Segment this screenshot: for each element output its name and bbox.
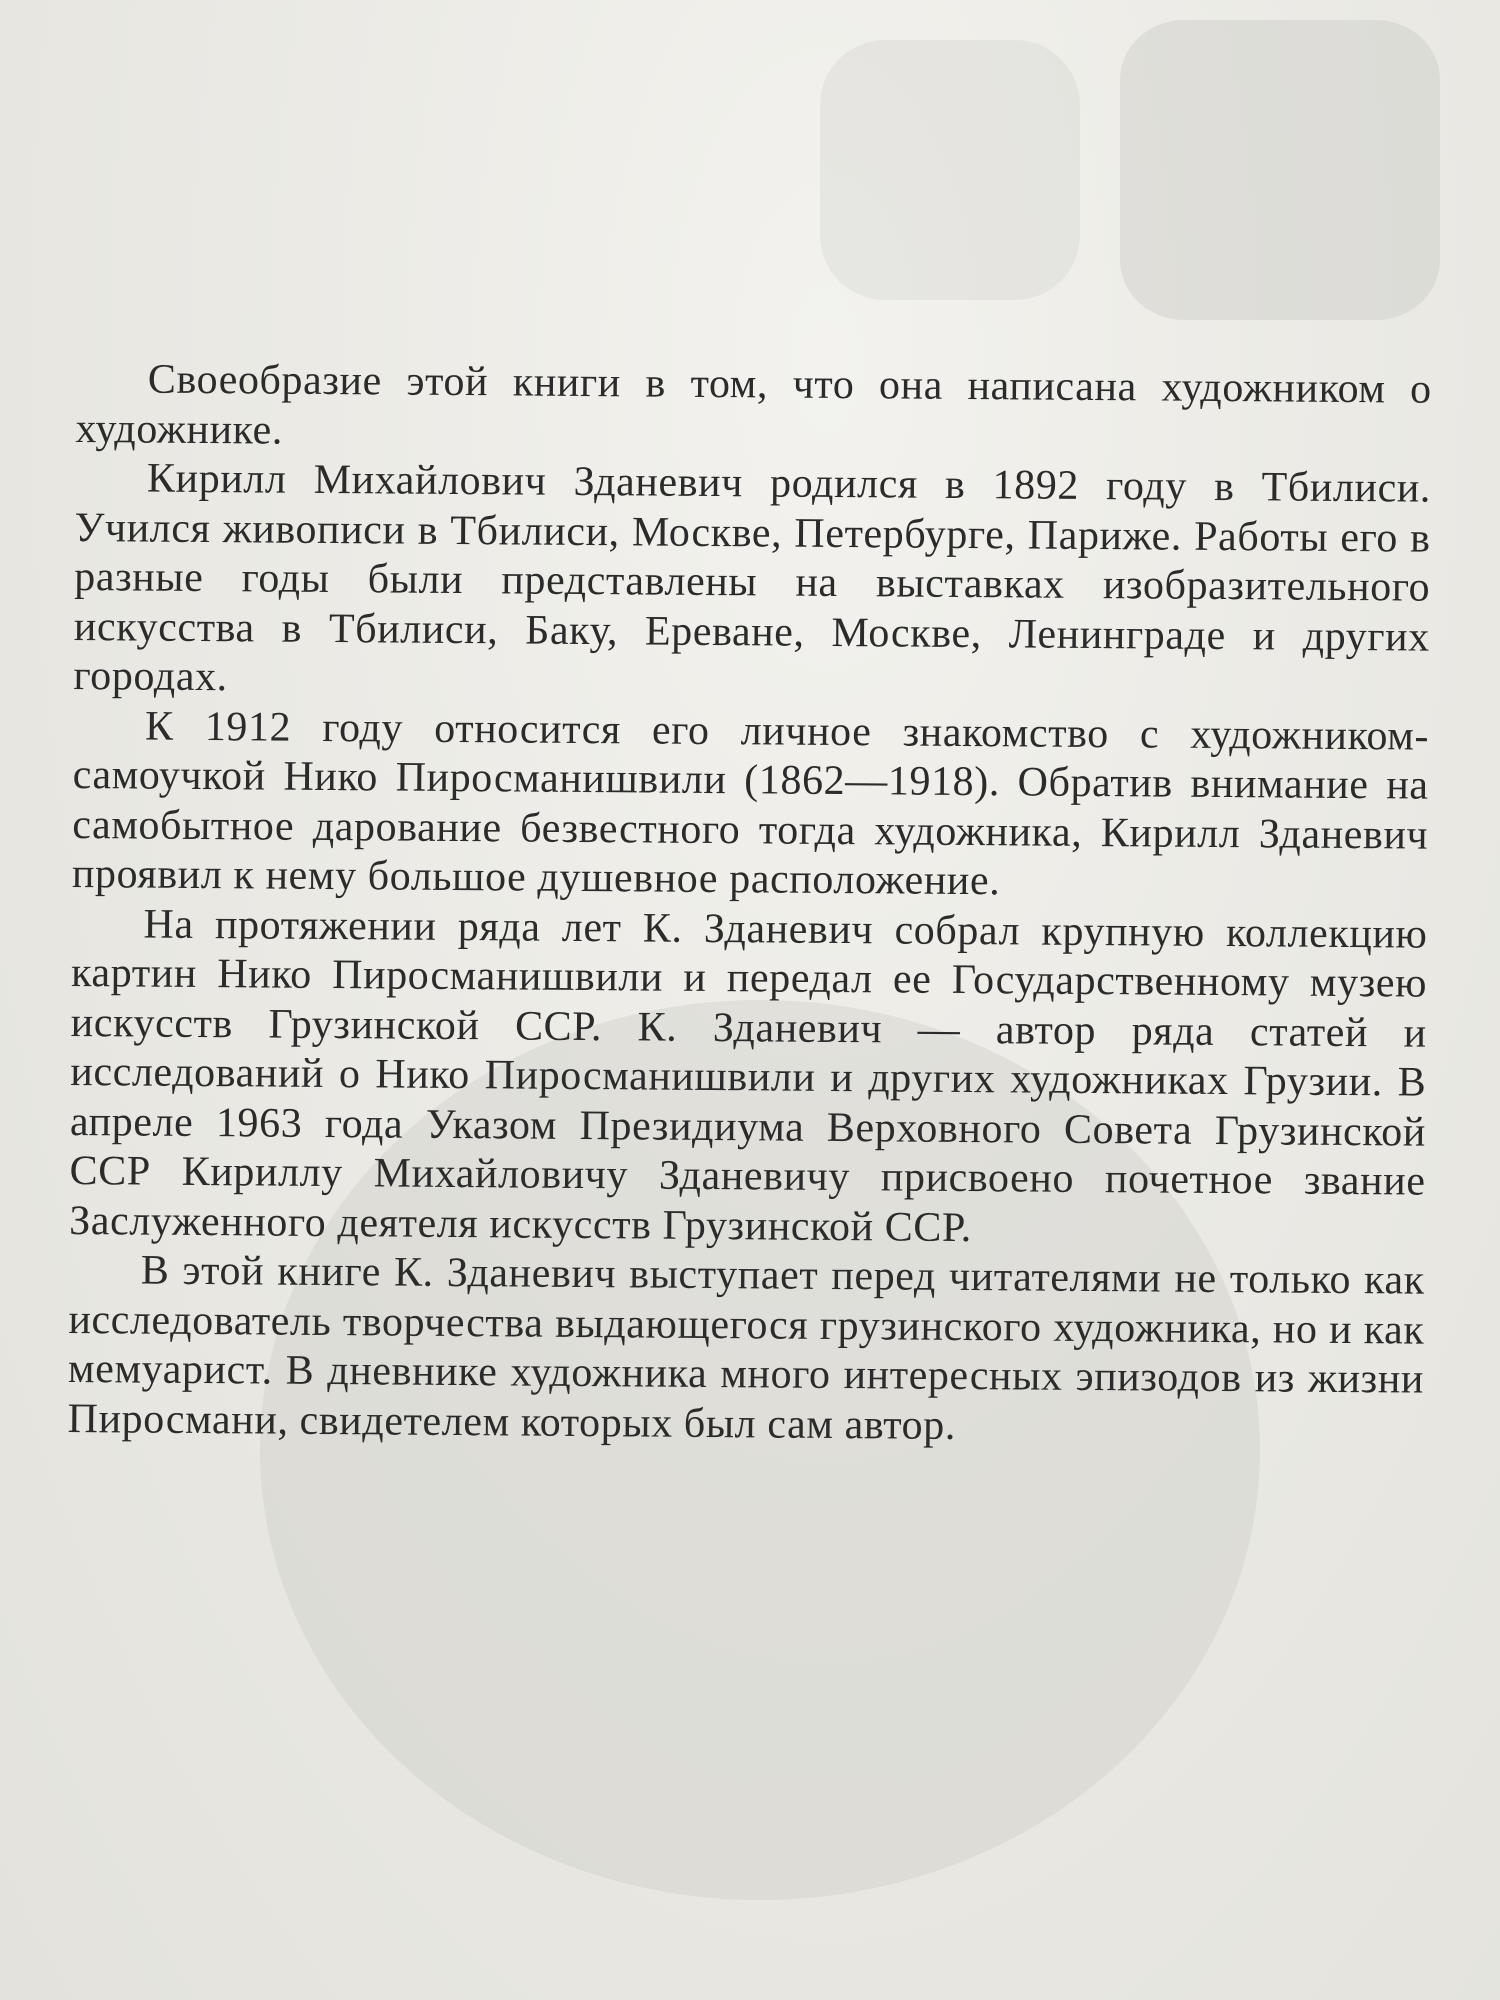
- paragraph-intro: Своеобразие этой книги в том, что она написана художником о художнике.: [75, 356, 1432, 454]
- annotation-text: [67, 355, 1432, 1455]
- paragraph-acquaintance: К 1912 году относится его личное знакомство с художником-самоучкой Нико Пиросманишвили (1862—1918). Обратив внимание на самобытное дарование безвестного тогда художника, Кирилл Зданевич проявил к нему большое душевное расположение.: [71, 703, 1430, 905]
- paragraph-collection: На протяжении ряда лет К. Зданевич собрал крупную коллекцию картин Нико Пиросманишвили и передал ее Государственному музею искусств Грузинской ССР. К. Зданевич — автор ряда статей и исследований о Нико Пиросманишвили и других художниках Грузии. В апреле 1963 года Указом Президиума Верховного Совета Грузинской ССР Кириллу Михайловичу Зданевичу присвоено почетное звание Заслуженного деятеля искусств Грузинской ССР.: [69, 901, 1428, 1251]
- show-through-stain: [1120, 20, 1440, 320]
- paragraph-biography: Кирилл Михайлович Зданевич родился в 1892 году в Тбилиси. Учился живописи в Тбилиси, Москве, Петербурге, Париже. Работы его в разные годы были представлены на выставках изобразительного искусства в Тбилиси, Баку, Ереване, Москве, Ленинграде и других городах.: [73, 455, 1432, 701]
- paragraph-book: В этой книге К. Зданевич выступает перед читателями не только как исследователь творчества выдающегося грузинского художника, но и как мемуарист. В дневнике художника много интересных эпизодов из жизни Пиросмани, свидетелем которых был сам автор.: [67, 1247, 1425, 1449]
- show-through-stain: [820, 40, 1080, 300]
